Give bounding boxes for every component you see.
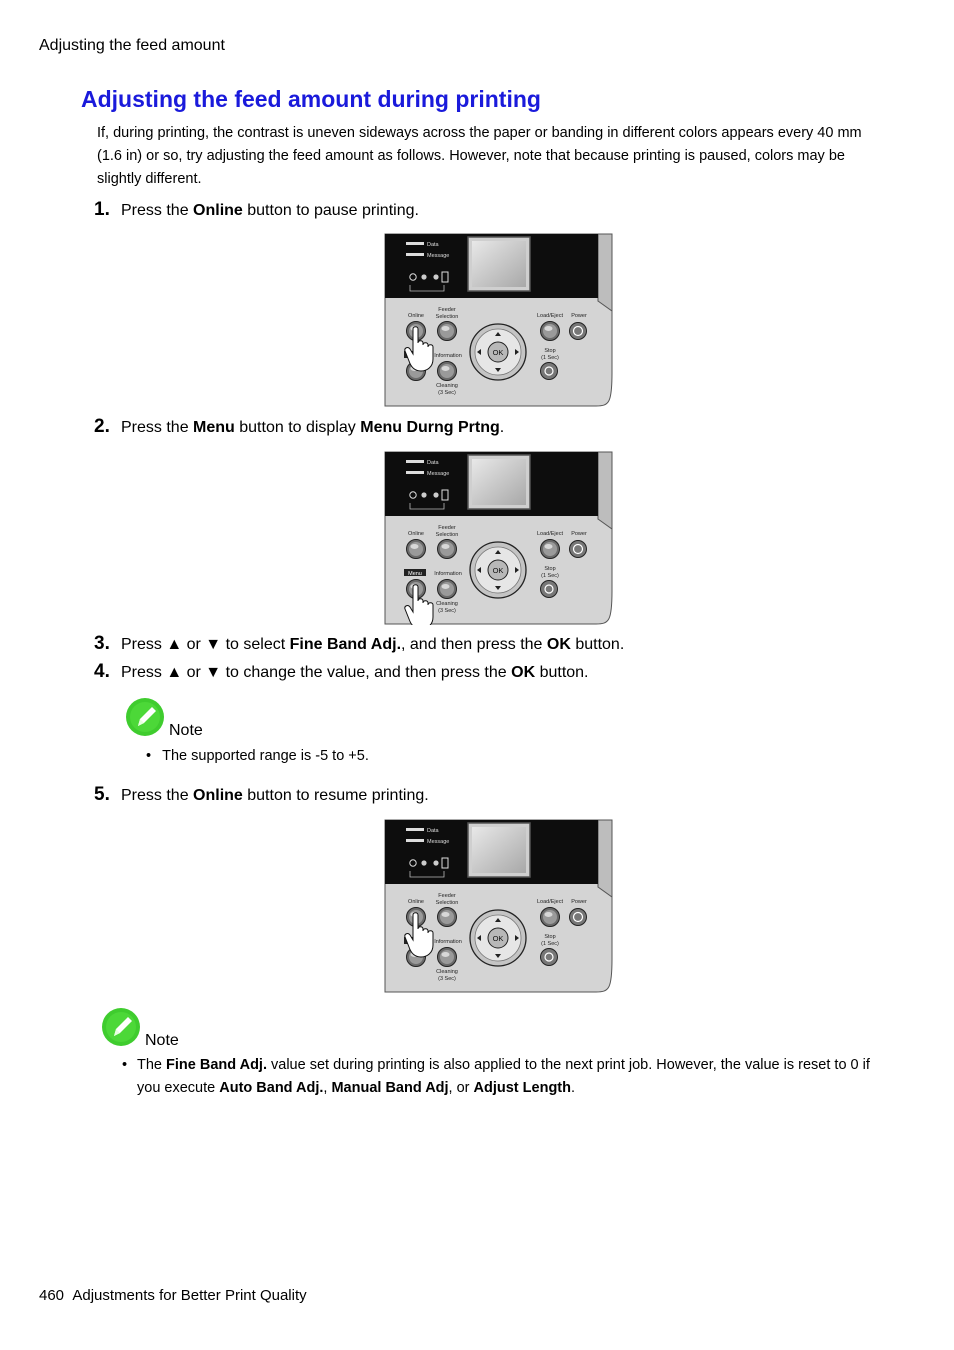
lamp-icon [421, 274, 426, 279]
ok-button-label: OK [492, 566, 504, 575]
step-text: Press the [121, 202, 194, 219]
cleaning-button-icon [438, 580, 457, 599]
cleaning-button-icon [438, 948, 457, 967]
step-2 [94, 416, 504, 438]
feeder-button-icon [438, 540, 457, 559]
step-bold: Menu [193, 419, 235, 436]
selection-label: Selection [435, 900, 459, 906]
message-label: Message [427, 471, 450, 477]
step-bold: Menu Durng Prtng [360, 419, 500, 436]
data-lamp [406, 828, 424, 831]
note-bold: Manual Band Adj [331, 1080, 449, 1096]
message-lamp [406, 839, 424, 842]
step-text: Press the [121, 419, 194, 436]
step-text: Press ▲ or ▼ to select [121, 636, 290, 653]
step-3 [94, 633, 624, 655]
note-bullet [122, 1054, 892, 1100]
information-label: Information [434, 939, 462, 945]
stop-label: Stop [544, 348, 556, 354]
load-eject-button-icon [541, 540, 560, 559]
note-text-part: The [137, 1057, 167, 1073]
lamp-icon [433, 274, 438, 279]
page-footer [39, 1287, 307, 1304]
step-bold: OK [511, 664, 536, 681]
page-number: 460 [39, 1287, 65, 1304]
note-text [137, 1054, 892, 1100]
load-eject-button-icon [541, 322, 560, 341]
note-label: Note [169, 722, 203, 739]
section-title: Adjusting the feed amount during printing [81, 86, 541, 112]
step-bold: Online [193, 202, 243, 219]
feeder-label: Feeder [438, 307, 456, 313]
data-label: Data [427, 242, 439, 248]
load-eject-label: Load/Eject [537, 899, 563, 905]
step-number: 2. [94, 416, 110, 437]
step-text: Press ▲ or ▼ to change the value, and then press the [121, 664, 512, 681]
load-eject-button-icon [541, 908, 560, 927]
stop-label: Stop [544, 566, 556, 572]
power-label: Power [571, 899, 587, 905]
note-label: Note [145, 1032, 179, 1049]
step-text: button to pause printing. [242, 202, 419, 219]
information-label: Information [434, 353, 462, 359]
message-lamp [406, 471, 424, 474]
step-number: 5. [94, 784, 110, 805]
note-bold: Adjust Length [473, 1080, 571, 1096]
cleaning-time-label: (3 Sec) [438, 976, 456, 982]
note-bullet [146, 745, 369, 768]
control-panel-image [384, 819, 614, 993]
step-text: button. [570, 636, 625, 653]
intro-paragraph: If, during printing, the contrast is uneven sideways across the paper or banding in different colors appears every 40 mm (1.6 in) or so, try adjusting the feed amount as follows. However, note that because printing is paused, colors may be slightly different. [97, 125, 862, 187]
note-text-part: value set during printing is also applied to the next print job. However, the value is reset to 0 if you execute [137, 1057, 870, 1096]
cleaning-label: Cleaning [436, 601, 458, 607]
lamp-icon [433, 860, 438, 865]
cleaning-time-label: (3 Sec) [438, 390, 456, 396]
step-1 [94, 199, 419, 221]
online-button-icon [407, 540, 426, 559]
load-eject-label: Load/Eject [537, 313, 563, 319]
bullet-dot: • [122, 1057, 128, 1073]
step-number: 3. [94, 633, 110, 654]
note-bold: Auto Band Adj. [219, 1080, 324, 1096]
note-text-part: . [571, 1080, 576, 1096]
lamp-icon [421, 860, 426, 865]
selection-label: Selection [435, 314, 459, 320]
menu-label: Menu [408, 571, 422, 577]
data-label: Data [427, 828, 439, 834]
data-lamp [406, 460, 424, 463]
information-label: Information [434, 571, 462, 577]
power-label: Power [571, 531, 587, 537]
stop-time-label: (1 Sec) [541, 573, 559, 579]
step-bold: Fine Band Adj. [289, 636, 402, 653]
step-text: , and then press the [401, 636, 547, 653]
message-label: Message [427, 839, 450, 845]
message-label: Message [427, 253, 450, 259]
stop-label: Stop [544, 934, 556, 940]
note-text: The supported range is -5 to +5. [162, 748, 369, 764]
running-header: Adjusting the feed amount [39, 37, 225, 54]
message-lamp [406, 253, 424, 256]
online-label: Online [408, 531, 424, 537]
control-panel-image [384, 233, 614, 407]
step-text: button. [535, 664, 589, 681]
step-4 [94, 661, 589, 683]
data-lamp [406, 242, 424, 245]
step-number: 1. [94, 199, 110, 220]
power-label: Power [571, 313, 587, 319]
load-eject-label: Load/Eject [537, 531, 563, 537]
stop-time-label: (1 Sec) [541, 355, 559, 361]
feeder-button-icon [438, 908, 457, 927]
pencil-note-icon [125, 697, 165, 737]
step-text: button to display [234, 419, 361, 436]
step-5 [94, 784, 429, 806]
step-bold: OK [546, 636, 571, 653]
control-panel-image [384, 451, 614, 625]
online-label: Online [408, 313, 424, 319]
stop-time-label: (1 Sec) [541, 941, 559, 947]
ok-button-label: OK [492, 348, 504, 357]
cleaning-label: Cleaning [436, 969, 458, 975]
cleaning-time-label: (3 Sec) [438, 608, 456, 614]
note-text-part: , or [448, 1080, 474, 1096]
step-bold: Online [193, 787, 243, 804]
feeder-label: Feeder [438, 893, 456, 899]
data-label: Data [427, 460, 439, 466]
footer-text: Adjustments for Better Print Quality [72, 1287, 307, 1304]
bullet-dot: • [146, 748, 152, 764]
selection-label: Selection [435, 532, 459, 538]
lamp-icon [421, 492, 426, 497]
step-text: Press the [121, 787, 194, 804]
step-text: . [499, 419, 505, 436]
note-text-part: , [323, 1080, 332, 1096]
lamp-icon [433, 492, 438, 497]
cleaning-button-icon [438, 362, 457, 381]
feeder-button-icon [438, 322, 457, 341]
pencil-note-icon [101, 1007, 141, 1047]
step-text: button to resume printing. [242, 787, 429, 804]
note-bold: Fine Band Adj. [166, 1057, 267, 1073]
online-label: Online [408, 899, 424, 905]
step-number: 4. [94, 661, 110, 682]
ok-button-label: OK [492, 934, 504, 943]
feeder-label: Feeder [438, 525, 456, 531]
cleaning-label: Cleaning [436, 383, 458, 389]
